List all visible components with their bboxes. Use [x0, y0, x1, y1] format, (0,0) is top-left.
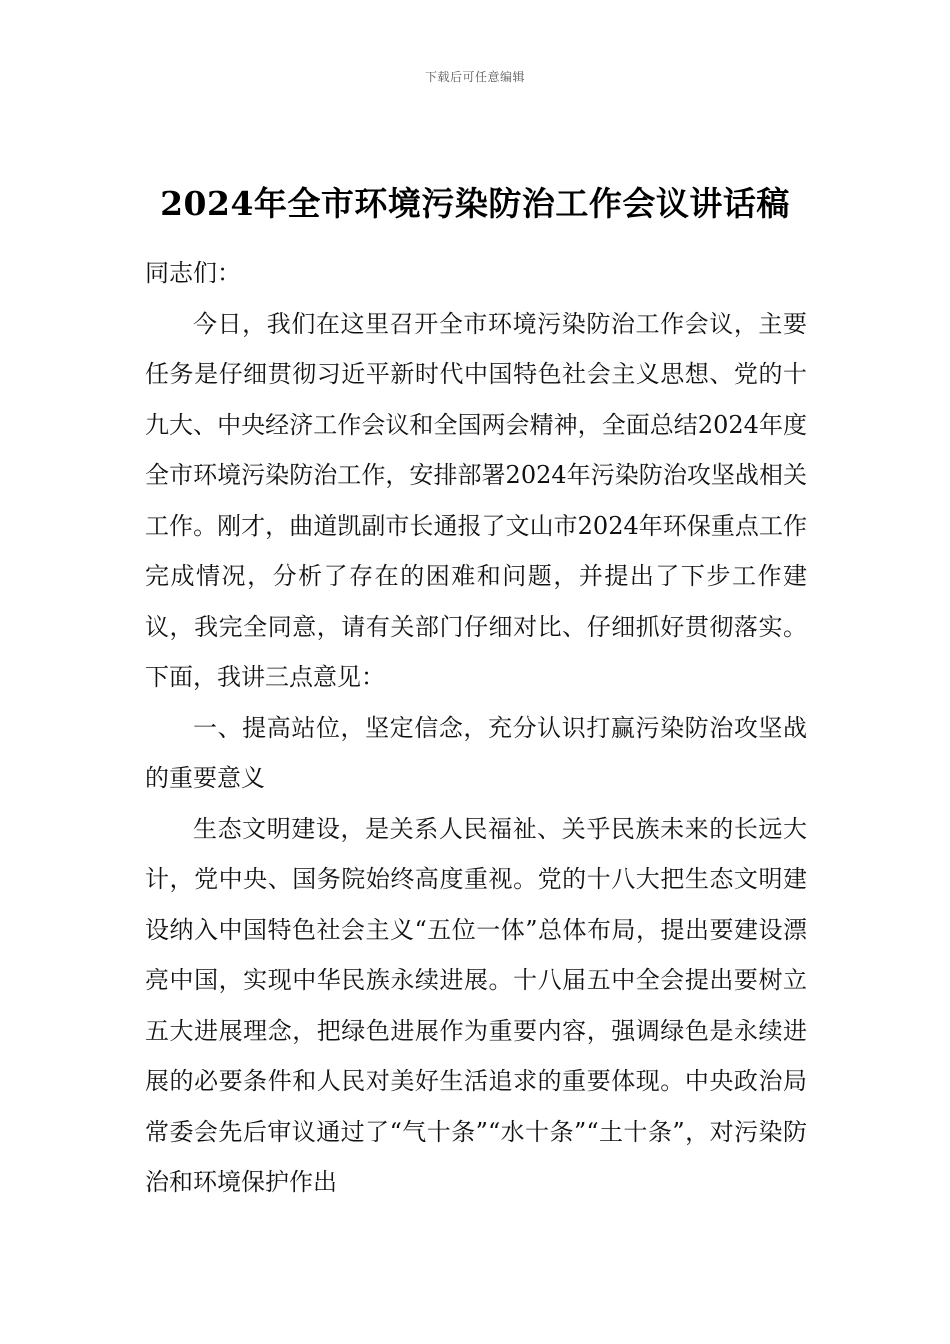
salutation: 同志们：: [145, 259, 241, 287]
section-heading-1: 一、提高站位，坚定信念，充分认识打赢污染防治攻坚战的重要意义: [145, 713, 807, 792]
document-body: [145, 248, 807, 1208]
paragraph-ecology: 生态文明建设，是关系人民福祉、关乎民族未来的长远大计，党中央、国务院始终高度重视。党的十八大把生态文明建设纳入中国特色社会主义“五位一体”总体布局，提出要建设漂亮中国，实现中华民族永续进展。十八届五中全会提出要树立五大进展理念，把绿色进展作为重要内容，强调绿色是永续进展的必要条件和人民对美好生活追求的重要体现。中央政治局常委会先后审议通过了“气十条”“水十条”“土十条”，对污染防治和环境保护作出: [145, 814, 807, 1196]
paragraph-intro: 今日，我们在这里召开全市环境污染防治工作会议，主要任务是仔细贯彻习近平新时代中国特色社会主义思想、党的十九大、中央经济工作会议和全国两会精神，全面总结2024年度全市环境污染防治工作，安排部署2024年污染防治攻坚战相关工作。刚才，曲道凯副市长通报了文山市2024年环保重点工作完成情况，分析了存在的困难和问题，并提出了下步工作建议，我完全同意，请有关部门仔细对比、仔细抓好贯彻落实。下面，我讲三点意见：: [145, 309, 807, 691]
document-title: 2024年全市环境污染防治工作会议讲话稿: [160, 184, 790, 223]
header-note: 下载后可任意编辑: [424, 70, 525, 84]
